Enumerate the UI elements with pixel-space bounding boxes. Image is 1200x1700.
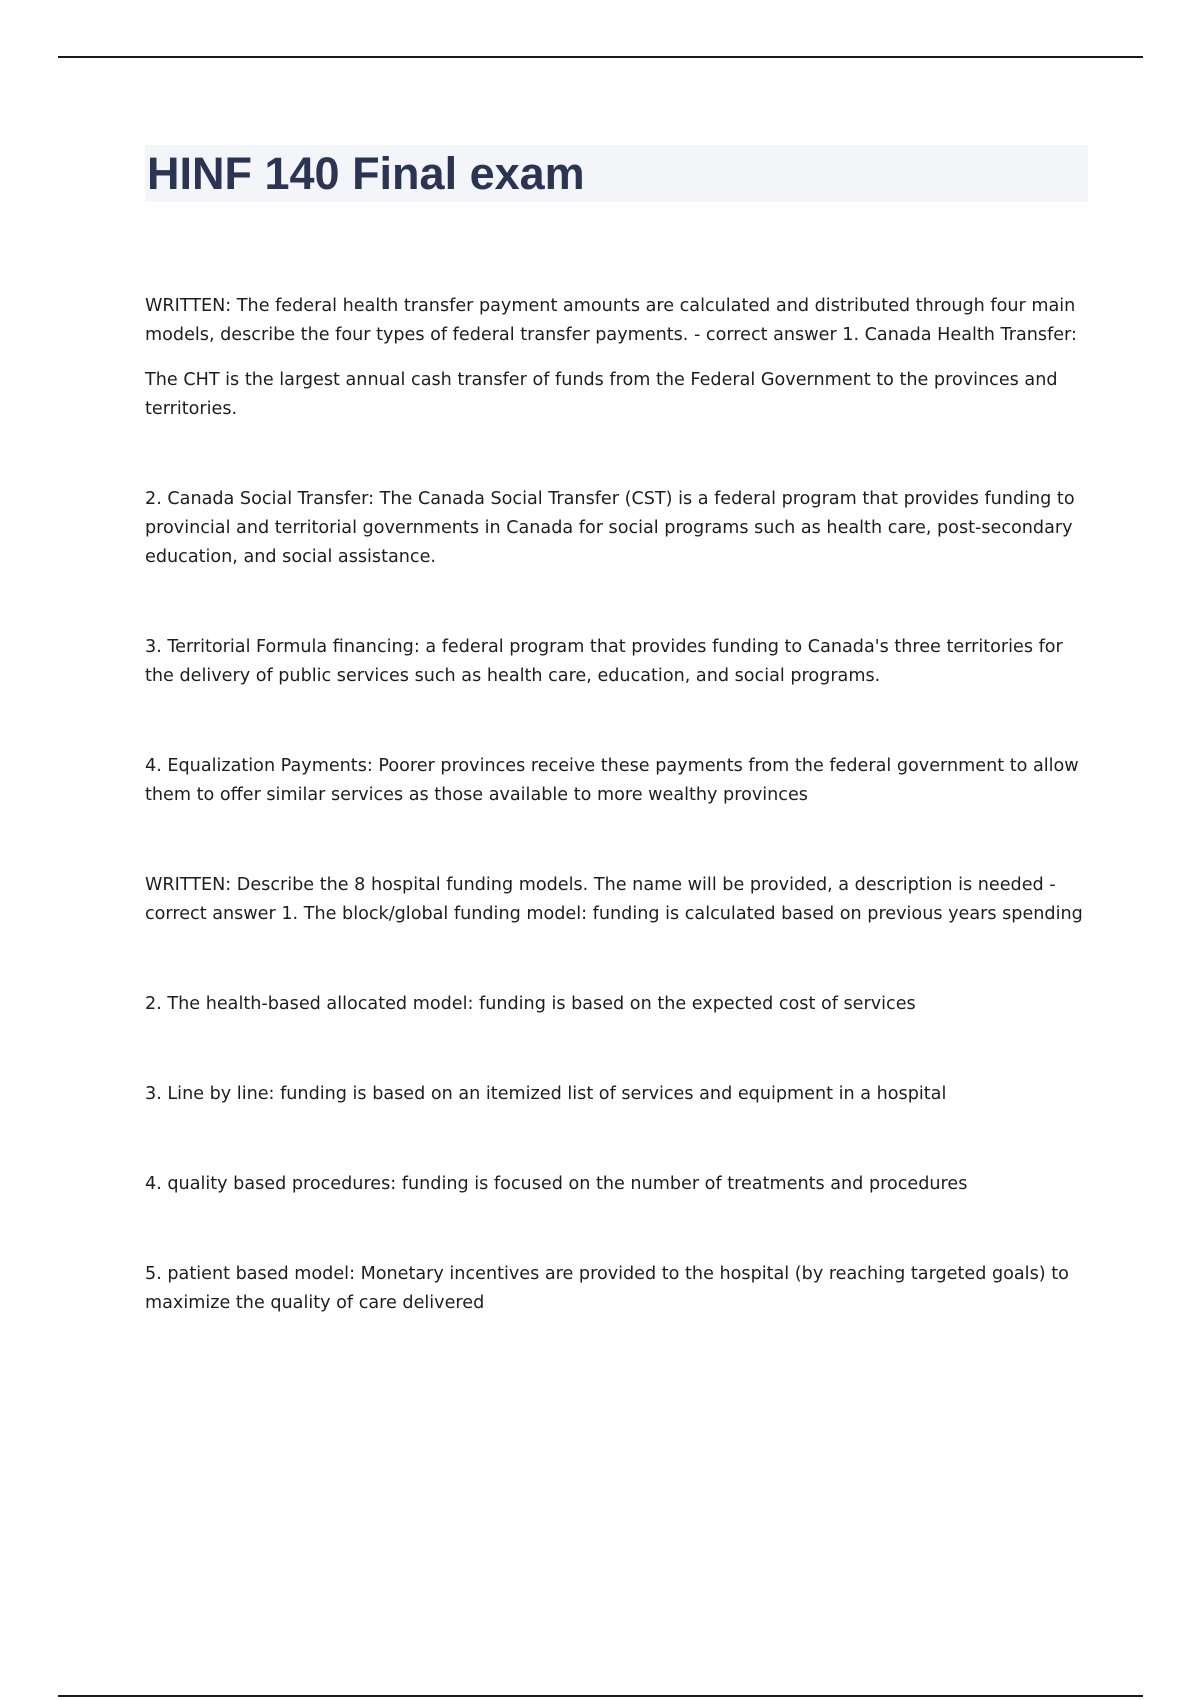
paragraph-quality-based: 4. quality based procedures: funding is focused on the number of treatments and procedures [145, 1174, 968, 1194]
paragraph-territorial-formula: 3. Territorial Formula financing: a federal program that provides funding to Canada's three territories for the delivery of public services such as health care, education, and social programs. [145, 637, 1063, 686]
top-divider [58, 56, 1143, 58]
title-banner [145, 145, 1088, 202]
document-title: HINF 140 Final exam [147, 148, 585, 199]
paragraph-question-funding-models: WRITTEN: Describe the 8 hospital funding models. The name will be provided, a description is needed - correct answer 1. The block/global funding model: funding is calculated based on previous years spending [145, 875, 1083, 924]
paragraph-equalization: 4. Equalization Payments: Poorer provinces receive these payments from the federal government to allow them to offer similar services as those available to more wealthy provinces [145, 756, 1079, 805]
paragraph-patient-based: 5. patient based model: Monetary incentives are provided to the hospital (by reaching targeted goals) to maximize the quality of care delivered [145, 1264, 1069, 1313]
paragraph-question-transfers: WRITTEN: The federal health transfer payment amounts are calculated and distributed through four main models, describe the four types of federal transfer payments. - correct answer 1. Canada Health Transfer: [145, 296, 1077, 345]
paragraph-cst: 2. Canada Social Transfer: The Canada Social Transfer (CST) is a federal program that provides funding to provincial and territorial governments in Canada for social programs such as health care, post-secondary education, and social assistance. [145, 489, 1075, 567]
paragraph-cht: The CHT is the largest annual cash transfer of funds from the Federal Government to the provinces and territories. [145, 370, 1058, 419]
paragraph-health-based-model: 2. The health-based allocated model: funding is based on the expected cost of services [145, 994, 916, 1014]
document-body [145, 292, 1085, 1318]
paragraph-line-by-line: 3. Line by line: funding is based on an itemized list of services and equipment in a hospital [145, 1084, 947, 1104]
bottom-divider [58, 1695, 1143, 1697]
